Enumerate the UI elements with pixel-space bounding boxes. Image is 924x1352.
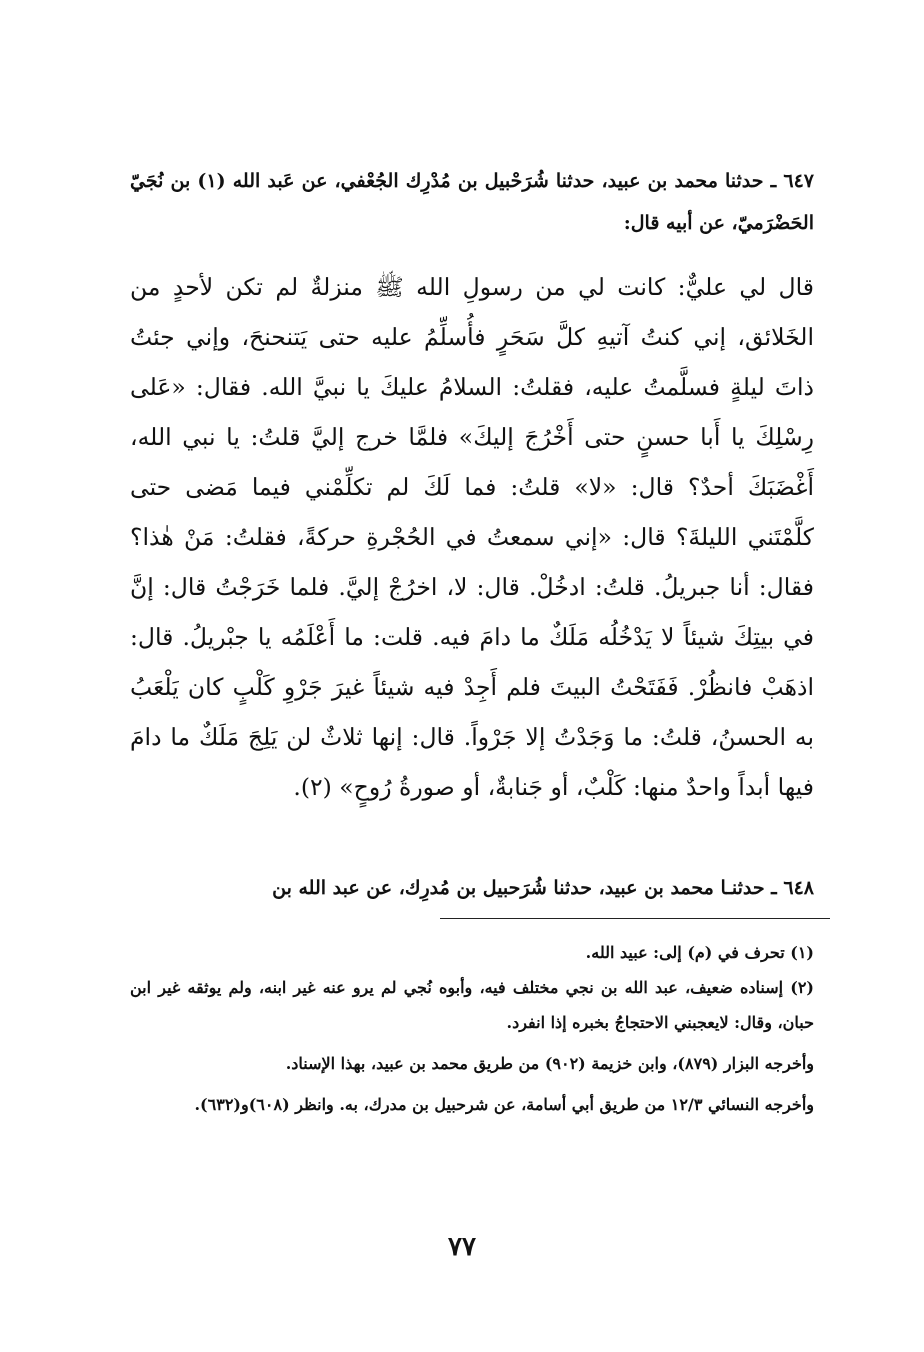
footnote-divider xyxy=(440,918,830,919)
hadith-648-chain: ٦٤٨ ـ حدثنـا محمد بن عبيد، حدثنا شُرَحبيل بن مُدرِك، عن عبد الله بن xyxy=(272,877,814,899)
footnotes-section xyxy=(130,935,814,1122)
hadith-647-text: قال لي عليٌّ: كانت لي من رسولِ الله ﷺ منزلةٌ لم تكن لأحدٍ من الخَلائق، إني كنتُ آتيهِ كلَّ سَحَرٍ فأُسلِّمُ عليه حتى يَتنحنحَ، وإني جئتُ ذاتَ ليلةٍ فسلَّمتُ عليه، فقلتُ: السلامُ عليكَ يا نبيَّ الله. فقال: «عَلى رِسْلِكَ يا أَبا حسنٍ حتى أَخْرُجَ إليكَ» فلمَّا خرج إليَّ قلتُ: يا نبي الله، أَغْضَبَكَ أحدٌ؟ قال: «لا» قلتُ: فما لَكَ لم تكلِّمْني فيما مَضى حتى كلَّمْتَني الليلةَ؟ قال: «إني سمعتُ في الحُجْرةِ حركةً، فقلتُ: مَنْ هٰذا؟ فقال: أنا جبريلُ. قلتُ: ادخُلْ. قال: لا، اخرُجْ إليَّ. فلما خَرَجْتُ قال: إنَّ في بيتِكَ شيئاً لا يَدْخُلُه مَلَكٌ ما دامَ فيه. قلت: ما أَعْلَمُه يا جبْريلُ. قال: اذهَبْ فانظُرْ. فَفَتَحْتُ البيتَ فلم أَجِدْ فيه شيئاً غيرَ جَرْوِ كَلْبٍ كان يَلْعَبُ به الحسنُ، قلتُ: ما وَجَدْتُ إلا جَرْواً. قال: إنها ثلاثٌ لن يَلِجَ مَلَكٌ ما دامَ فيها أبداً واحدٌ منها: كَلْبٌ، أو جَنابةٌ، أو صورةُ رُوحٍ» (٢). xyxy=(130,273,814,801)
footnote-2-crossref: وأخرجه النسائي ١٢/٣ من طريق أبي أسامة، عن شرحبيل بن مدرك، به. وانظر (٦٠٨)و(٦٣٢). xyxy=(194,1095,814,1114)
hadith-647-chain: ٦٤٧ ـ حدثنا محمد بن عبيد، حدثنا شُرَحْبيل بن مُدْرِك الجُعْفي، عن عَبد الله (١) بن نُجَيّ الحَضْرَميّ، عن أبيه قال: xyxy=(130,170,814,234)
footnote-1: (١) تحرف في (م) إلى: عبيد الله. xyxy=(585,943,814,962)
footnote-2-sources: وأخرجه البزار (٨٧٩)، وابن خزيمة (٩٠٢) من طريق محمد بن عبيد، بهذا الإسناد. xyxy=(285,1054,814,1073)
page-number: ٧٧ xyxy=(448,1232,476,1262)
footnote-2-grading: (٢) إسناده ضعيف، عبد الله بن نجي مختلف فيه، وأبوه نُجي لم يرو عنه غير ابنه، ولم يوثقه غير ابن حبان، وقال: لايعجبني الاحتجاجُ بخبره إذا انفرد. xyxy=(130,978,814,1032)
